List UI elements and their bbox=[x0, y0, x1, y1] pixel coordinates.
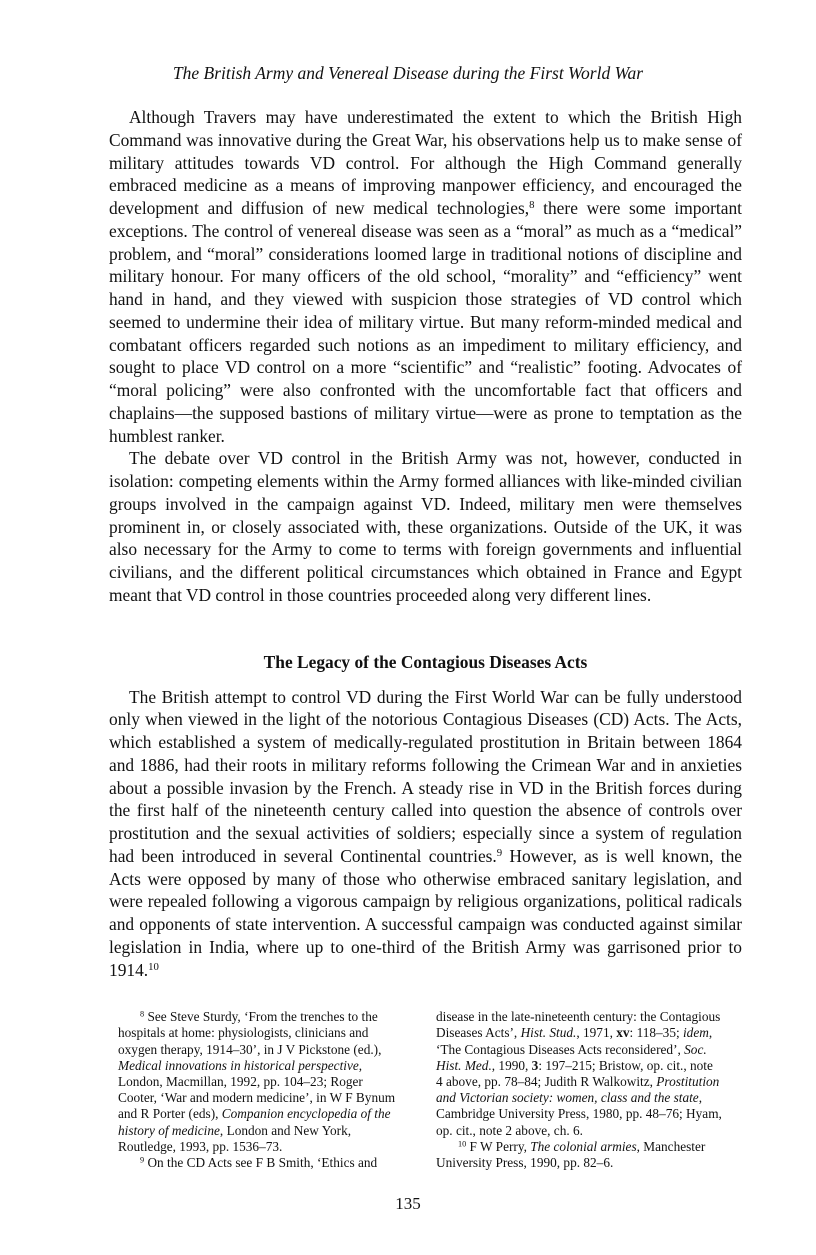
footnotes bbox=[118, 1009, 722, 1171]
text-run: Companion encyclopedia of the history of medicine bbox=[118, 1106, 391, 1138]
text-run: , Cambridge University Press, 1980, pp. 48–76; Hyam, op. cit., note 2 above, ch. 6. bbox=[436, 1090, 722, 1138]
footnote bbox=[436, 1139, 722, 1171]
text-run: xv bbox=[616, 1025, 630, 1041]
section-heading: The Legacy of the Contagious Diseases Acts bbox=[263, 651, 588, 672]
text-run: : 118–35; bbox=[629, 1025, 683, 1041]
text-run: , London and New York, Routledge, 1993, pp. 1536–73. bbox=[118, 1122, 352, 1154]
text-run: there were some important exceptions. The control of venereal disease was seen as a “moral” as much as a “medical” problem, and “moral” considerations loomed large in traditional notions of discipline and military honour. For many officers of the old school, “morality” and “efficiency” went hand in hand, and they viewed with suspicion those strategies of VD control which seemed to undermine their idea of military virtue. But many reform-minded medical and combatant officers regarded such notions as an impediment to military efficiency, and sought to place VD control on a more “scientific” and “realistic” footing. Advocates of “moral policing” were also confronted with the uncomfortable fact that officers and chaplains—the supposed bastions of military virtue—were as prone to temptation as the humblest ranker. bbox=[109, 198, 742, 446]
text-run: F W Perry, bbox=[466, 1138, 531, 1154]
text-run: disease in the late-nineteenth century: the Contagious Diseases Acts’, bbox=[436, 1009, 721, 1041]
footnotes-left-column bbox=[118, 1009, 404, 1171]
text-run: The colonial armies bbox=[530, 1138, 637, 1154]
paragraph bbox=[109, 106, 742, 447]
footnote bbox=[436, 1009, 722, 1139]
text-run: 3 bbox=[531, 1057, 539, 1073]
text-run: : 197–215; Bristow, op. cit., note 4 above, pp. 78–84; Judith R Walkowitz, bbox=[436, 1057, 713, 1090]
paragraphs-after bbox=[109, 686, 742, 982]
note-reference: 9 bbox=[140, 1155, 145, 1165]
text-run: Soc. Hist. Med. bbox=[436, 1041, 707, 1073]
note-reference: 9 bbox=[496, 846, 503, 859]
paragraph bbox=[109, 447, 742, 606]
text-run: Hist. Stud. bbox=[520, 1025, 577, 1041]
footnotes-right-column bbox=[436, 1009, 722, 1171]
running-head: The British Army and Venereal Disease during the First World War bbox=[172, 63, 644, 83]
footnote bbox=[118, 1009, 404, 1155]
main-text bbox=[109, 106, 742, 981]
text-run: , ‘The Contagious Diseases Acts reconsidered’, bbox=[436, 1025, 713, 1057]
text-run: Although Travers may have underestimated the extent to which the British High Command was innovative during the Great War, his observations help us to make sense of military attitudes towards VD control. For although the High Command generally embraced medicine as a means of improving manpower efficiency, and encouraged the development and diffusion of new medical technologies, bbox=[109, 107, 742, 218]
text-run: See Steve Sturdy, ‘From the trenches to the hospitals at home: physiologists, clinicians and oxygen therapy, 1914–30’, in J V Pickstone (ed.), bbox=[118, 1009, 382, 1057]
text-run: , Manchester University Press, 1990, pp. 82–6. bbox=[436, 1138, 706, 1171]
note-reference: 8 bbox=[140, 1009, 145, 1019]
paragraphs-before bbox=[109, 106, 742, 607]
text-run: idem bbox=[682, 1025, 709, 1041]
text-run: , 1971, bbox=[576, 1025, 617, 1041]
text-run: However, as is well known, the Acts were opposed by many of those who otherwise embraced sanitary legislation, and were repealed following a vigorous campaign by religious organizations, political radicals and opponents of state intervention. A successful campaign was conducted against similar legislation in India, where up to one-third of the British Army was garrisoned prior to 1914. bbox=[109, 845, 743, 980]
footnote bbox=[118, 1155, 404, 1171]
text-run: , London, Macmillan, 1992, pp. 104–23; Roger Cooter, ‘War and modern medicine’, in W F Bynum and R Porter (eds), bbox=[118, 1057, 396, 1122]
text-run: , 1990, bbox=[491, 1057, 532, 1073]
text-run: On the CD Acts see F B Smith, ‘Ethics and bbox=[144, 1155, 378, 1171]
note-reference: 10 bbox=[148, 960, 159, 973]
text-run: The debate over VD control in the British Army was not, however, conducted in isolation: competing elements within the Army formed alliances with like-minded civilian groups involved in the campaign against VD. Indeed, military men were themselves prominent in, or closely associated with, these organizations. Outside of the UK, it was also necessary for the Army to come to terms with foreign governments and influential civilians, and the different political circumstances which obtained in France and Egypt meant that VD control in those countries proceeded along very different lines. bbox=[109, 448, 742, 605]
note-reference: 8 bbox=[529, 199, 535, 212]
text-run: Medical innovations in historical perspective bbox=[118, 1057, 359, 1073]
text-run: The British attempt to control VD during the First World War can be fully understood only when viewed in the light of the notorious Contagious Diseases (CD) Acts. The Acts, which established a system of medically-regulated prostitution in Britain between 1864 and 1886, had their roots in military reforms following the Crimean War and in anxieties about a possible invasion by the French. A steady rise in VD in the British forces during the first half of the nineteenth century called into question the absence of controls over prostitution and the sexual activities of soldiers; especially since a system of regulation had been introduced in several Continental countries. bbox=[109, 686, 742, 866]
note-reference: 10 bbox=[458, 1139, 467, 1149]
text-run: Prostitution and Victorian society: women, class and the state bbox=[436, 1074, 720, 1106]
paragraph bbox=[109, 686, 742, 982]
page-number: 135 bbox=[395, 1194, 421, 1214]
